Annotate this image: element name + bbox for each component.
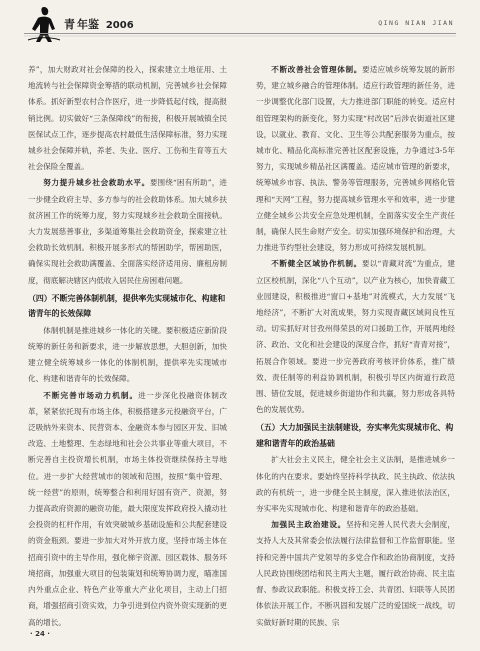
paragraph-text: 坚持和完善人民代表大会制度，支持人大及其常委会依法履行法律监督和工作监督职能。坚持和完善中国共产党领导的多党合作和政治协商制度，支持人民政协围绕团结和民主两大主题，履行政治协商、民主监督、参政议政职能。积极支持工会、共青团、妇联等人民团体依法开展工作。不断巩固和发展广泛的爱国统一战线，切实做好新时期的民族、宗 — [256, 520, 455, 627]
body-paragraph — [28, 388, 227, 631]
section-heading: （四）不断完善体制机制，提供率先实现城市化、构建和谐青年的长效保障 — [28, 293, 226, 319]
page-header — [0, 0, 480, 50]
right-column — [256, 62, 455, 631]
paragraph-text: 进一步深化投融资体制改革，紧紧依托现有市场主体，积极搭建多元投融资平台，广泛吸纳外来资本、民营资本、金融资本参与园区开发、旧城改造、土地整理、生态绿地和社会公共事业等重大项目，不断完善自主投资增长机制，市场主体投资继续保持主导地位。进一步扩大经营城市的领域和范围，按照“集中管理、统一经营”的原则，统筹整合和利用好国有资产、资源，努力提高政府资源的融资功能，最大限度发挥政府投入撬动社会投资的杠杆作用，有效突破城乡基础设施和公共配套建设的资金瓶颈。要进一步加大对外开放力度，坚持市场主体在招商引资中的主导作用，强化梯宇资源、园区载体、服务环境招商，加强重大项目的包装策划和统筹协调力度，瞄准国内外重点企业、特色产业等重大产业化项目，主动上门招商，增强招商引资实效，力争引进到位内资外资实现新的更高的增长。 — [28, 390, 228, 627]
paragraph-text: 养”，加大财政对社会保障的投入，探索建立土地征用、土地流转与社会保障资金筹措的联动机制，完善城乡社会保障体系。抓好新型农村合作医疗，进一步降低起付线，提高报销比例。切实做好“三条保障线”的衔接，积极开展城镇全民医保试点工作，逐步提高农村最低生活保障标准，努力实现城乡社会保障并轨，养老、失业、医疗、工伤和生育等五大社会保险全覆盖。 — [28, 65, 227, 172]
page-number: · 24 · — [30, 630, 50, 638]
paragraph-lead: 努力提升城乡社会救助水平。 — [43, 178, 150, 188]
paragraph-text: 要适应城乡统筹发展的新形势，建立城乡融合的管理体制。适应行政管理的新任务，进一步调整优化部门设置，大力推进部门职能的转变。适应村组管理架构的新变化，努力实现“村改居”后涉农街道社区建设，以就业、教育、文化、卫生等公共配套服务为重点，按城市化、精品化高标准完善社区配套设施，力争通过3-5年努力，实现城乡精品社区满覆盖。适应城市管理的新要求，统筹城乡市容、执法、警务等管理服务，完善城乡网格化管理和“天网”工程，努力提高城乡管理水平和效率，进一步建立健全城乡公共安全应急处理机制，全面落实安全生产责任制，确保人民生命财产安全。切实加强环境保护和治理，大力推进节约型社会建设，努力形成可持续发展机制。 — [256, 65, 455, 253]
body-paragraph — [256, 517, 455, 630]
body-paragraph — [256, 256, 455, 418]
paragraph-text: 要以“青藏对流”为重点，建立区校机制，深化“八个互动”，以产业为核心，加快青藏工业园建设，积极推进“窗口+基地”对流模式，大力发展“飞地经济”，不断扩大对流成果，努力实现青藏区域间良性互动。切实抓好对甘孜州得荣县的对口援助工作，开展两地经济、政治、文化和社会建设的深度合作，抓好“青青对接”，拓展合作领域。要进一步完善政府考核评价体系，推广绩效、责任制等的利益协调机制，积极引导区内街道行政范围、错位发展，促进城乡街道协作和共赢，努力形成各具特色的发展优势。 — [256, 259, 456, 415]
left-column — [28, 62, 227, 631]
header-ornament — [24, 34, 456, 40]
body-paragraph — [256, 62, 455, 256]
body-paragraph — [28, 62, 227, 175]
header-title: 青 年鉴 2006 — [64, 18, 134, 31]
paragraph-text: 要围绕“困有所助”，进一步健全政府主导、多方参与的社会救助体系。加大城乡扶贫济困工作的统筹力度，努力实现城乡社会救助全面接轨。大力发展慈善事业，多渠道筹集社会救助资金，探索建立社会救助长效机制。积极开展多形式的帮困助学，帮困助医，确保实现社会救助满覆盖、全面落实经济适用房、廉租房制度，彻底解决辖区内低收入居民住房困难问题。 — [28, 178, 227, 285]
body-paragraph — [28, 323, 227, 388]
paragraph-text: 扩大社会主义民主，健全社会主义法制，是推进城乡一体化的内在要求。要始终坚持科学执政、民主执政、依法执政的有机统一，进一步健全民主制度，深入推进依法治区，夯实率先实现城市化、构建和谐青年的政治基础。 — [256, 455, 455, 514]
paragraph-lead: 不断改善社会管理体制。 — [271, 65, 363, 74]
body-paragraph — [256, 452, 455, 517]
paragraph-lead: 不断完善市场动力机制。 — [43, 390, 139, 400]
header-subtitle: QING NIAN JIAN — [378, 19, 454, 27]
paragraph-lead: 不断健全区域协作机制。 — [271, 259, 362, 269]
paragraph-text: 体制机制是推进城乡一体化的关键。要积极适应新阶段统筹的新任务和新要求，进一步解放思想，大胆创新，加快建立健全统筹城乡一体化的体制机制，提供率先实现城市化、构建和谐青年的长效保障。 — [28, 325, 227, 384]
paragraph-lead: 加强民主政治建设。 — [271, 520, 346, 530]
body-paragraph — [28, 175, 227, 288]
section-heading: （五）大力加强民主法制建设，夯实率先实现城市化、构建和谐青年的政治基础 — [256, 423, 454, 448]
